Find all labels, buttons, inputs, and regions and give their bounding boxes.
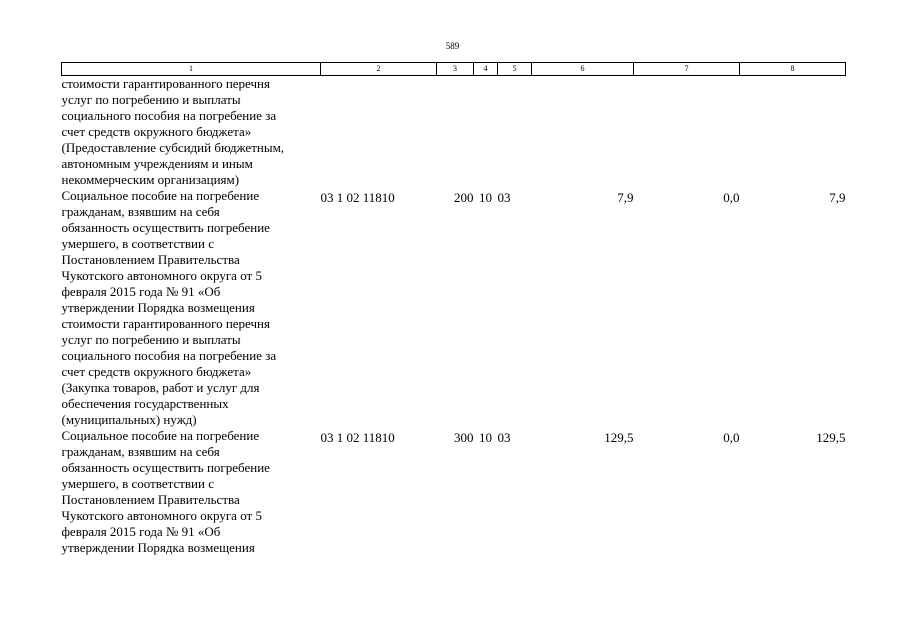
- row-amount-subvention: 0,0: [723, 190, 740, 205]
- row-subsection: 03: [497, 190, 511, 205]
- continuation-description: [62, 76, 321, 189]
- row-description-cell: [62, 428, 321, 556]
- row-description-cell: [62, 188, 321, 428]
- table-row: [62, 188, 846, 428]
- table-header-row: [62, 63, 846, 76]
- row-code: 03 1 02 11810: [320, 430, 395, 445]
- row-amount-subvention: 0,0: [723, 430, 740, 445]
- row-amount-total: 129,5: [604, 430, 634, 445]
- header-col-2: 2: [321, 63, 437, 76]
- row-section: 10: [479, 190, 492, 205]
- row-expense-type: 300: [454, 430, 474, 445]
- row-subsection: 03: [497, 430, 511, 445]
- row-amount-own: 129,5: [816, 430, 846, 445]
- row-code: 03 1 02 11810: [320, 190, 395, 205]
- budget-table: [61, 62, 846, 556]
- table-row-continuation: [62, 76, 846, 189]
- page-number: 589: [445, 41, 460, 51]
- row-amount-own: 7,9: [829, 190, 846, 205]
- header-col-8: 8: [740, 63, 846, 76]
- header-col-6: 6: [532, 63, 634, 76]
- table-row: [62, 428, 846, 556]
- row-description: Социальное пособие на погребение гражданам, взявшим на себя обязанность осуществить погребение умершего, в соответствии с Постановлением Правительства Чукотского автономного округа от 5 февраля 2015 года № 91 «Об утверждении Порядка возмещения стоимости гарантированного перечня услуг по погребению и выплаты социального пособия на погребение за счет средств окружного бюджета» (Закупка товаров, работ и услуг для обеспечения государственных (муниципальных) нужд): [61, 188, 277, 427]
- row-amount-total: 7,9: [617, 190, 634, 205]
- header-col-7: 7: [634, 63, 740, 76]
- header-col-4: 4: [474, 63, 498, 76]
- row-section: 10: [479, 430, 492, 445]
- row-expense-type: 200: [454, 190, 474, 205]
- continuation-text: стоимости гарантированного перечня услуг по погребению и выплаты социального пособия на погребение за счет средств окружного бюджета» (Предоставление субсидий бюджетным, автономным учреждениям и иным некоммерческим организациям): [61, 76, 285, 187]
- header-col-3: 3: [437, 63, 474, 76]
- header-col-1: 1: [62, 63, 321, 76]
- row-description: Социальное пособие на погребение гражданам, взявшим на себя обязанность осуществить погребение умершего, в соответствии с Постановлением Правительства Чукотского автономного округа от 5 февраля 2015 года № 91 «Об утверждении Порядка возмещения: [61, 428, 270, 555]
- header-col-5: 5: [498, 63, 532, 76]
